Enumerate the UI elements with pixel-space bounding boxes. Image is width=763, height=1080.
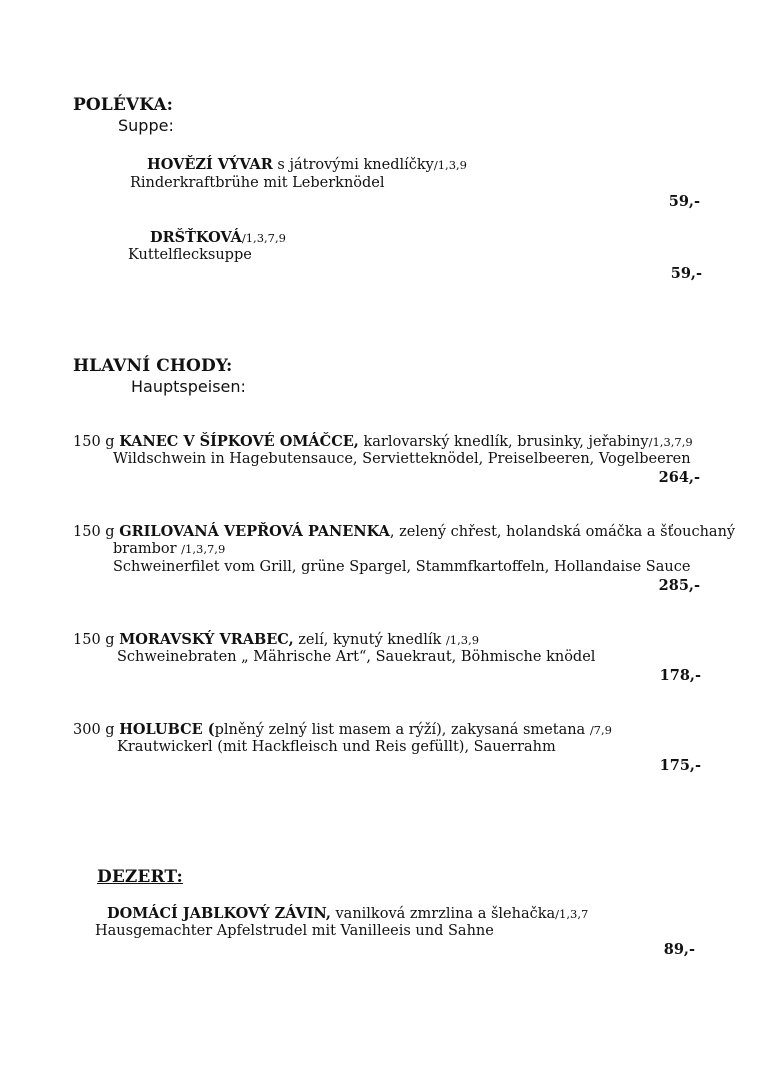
menu-item-desc-continued — [113, 541, 225, 557]
menu-item-name-line — [147, 156, 467, 173]
dish-name: DOMÁCÍ JABLKOVÝ ZÁVIN, — [107, 905, 331, 922]
section-title-dessert: DEZERT: — [97, 867, 183, 887]
dish-price: 285,- — [658, 577, 700, 594]
dish-name: KANEC V ŠÍPKOVÉ OMÁČCE, — [119, 433, 359, 450]
dish-weight: 150 g — [73, 434, 120, 450]
dish-name: HOLUBCE ( — [119, 721, 215, 738]
menu-item-name-line — [73, 631, 479, 648]
dish-desc: vanilková zmrzlina a šlehačka — [330, 906, 556, 922]
dish-weight: 150 g — [73, 632, 120, 648]
dish-allergens: /1,3,9 — [445, 633, 480, 647]
dish-name: DRŠŤKOVÁ — [150, 229, 242, 246]
menu-item-name-line — [150, 229, 286, 246]
dish-desc: s játrovými knedlíčky — [272, 157, 434, 173]
dish-allergens: /1,3,7 — [555, 907, 589, 921]
dish-name: MORAVSKÝ VRABEC, — [119, 631, 294, 648]
menu-item-name-line — [73, 523, 735, 540]
section-title-mains: HLAVNÍ CHODY: — [73, 356, 233, 376]
dish-allergens: /1,3,7,9 — [241, 231, 286, 245]
section-subtitle-mains: Hauptspeisen: — [131, 377, 246, 396]
dish-german: Rinderkraftbrühe mit Leberknödel — [130, 175, 385, 191]
dish-german: Schweinerfilet vom Grill, grüne Spargel, Stammfkartoffeln, Hollandaise Sauce — [113, 559, 691, 575]
dish-price: 175,- — [659, 757, 701, 774]
dish-allergens: /1,3,9 — [433, 158, 467, 172]
menu-item-name-line — [107, 905, 588, 922]
dish-german: Hausgemachter Apfelstrudel mit Vanilleeis und Sahne — [95, 923, 494, 939]
dish-desc: zelí, kynutý knedlík — [293, 632, 446, 648]
dish-german: Wildschwein in Hagebutensauce, Servietteknödel, Preiselbeeren, Vogelbeeren — [113, 451, 691, 467]
dish-price: 178,- — [659, 667, 701, 684]
dish-weight: 150 g — [73, 524, 120, 540]
dish-name: GRILOVANÁ VEPŘOVÁ PANENKA — [119, 523, 390, 540]
dish-price: 264,- — [658, 469, 700, 486]
dish-weight: 300 g — [73, 722, 120, 738]
dish-german: Kuttelflecksuppe — [128, 247, 252, 263]
dish-desc: , zelený chřest, holandská omáčka a šťouchaný — [389, 524, 736, 540]
dish-german: Schweinebraten „ Mährische Art“, Sauekraut, Böhmische knödel — [117, 649, 596, 665]
dish-price: 59,- — [668, 193, 700, 210]
dish-desc-continued: brambor — [113, 541, 182, 557]
dish-desc: plněný zelný list masem a rýží), zakysaná smetana — [214, 722, 590, 738]
dish-price: 89,- — [663, 941, 695, 958]
dish-price: 59,- — [670, 265, 702, 282]
menu-item-name-line — [73, 433, 693, 450]
dish-allergens: /1,3,7,9 — [648, 435, 693, 449]
dish-allergens: /1,3,7,9 — [181, 542, 226, 556]
section-subtitle-soups: Suppe: — [118, 116, 174, 135]
section-title-soups: POLÉVKA: — [73, 95, 174, 115]
dish-desc: karlovarský knedlík, brusinky, jeřabiny — [358, 434, 649, 450]
dish-german: Krautwickerl (mit Hackfleisch und Reis gefüllt), Sauerrahm — [117, 739, 556, 755]
dish-allergens: /7,9 — [589, 723, 612, 737]
menu-item-name-line — [73, 721, 612, 738]
dish-name: HOVĚZÍ VÝVAR — [147, 156, 273, 173]
